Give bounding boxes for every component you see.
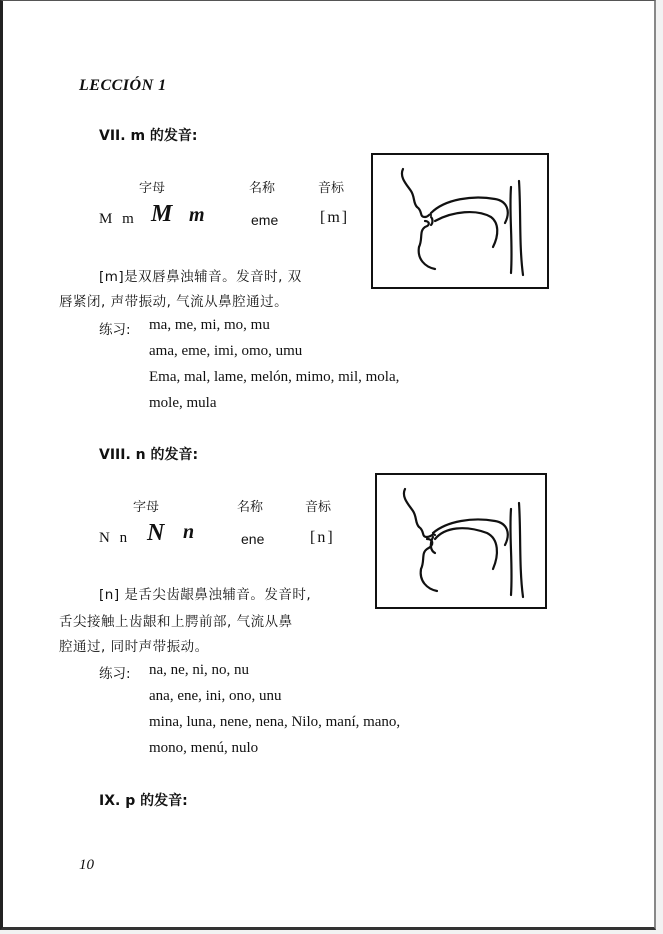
practice-n-line1: na, ne, ni, no, nu bbox=[149, 662, 249, 678]
letter-name-n: ene bbox=[241, 531, 265, 547]
col-letter-m: 字母 bbox=[139, 181, 166, 196]
practice-label-n: 练习: bbox=[99, 666, 131, 682]
letter-plain-n: N n bbox=[99, 530, 131, 546]
section-heading-n bbox=[99, 444, 198, 464]
desc-n-line2: 舌尖接触上齿龈和上腭前部, 气流从鼻 bbox=[59, 614, 293, 630]
page-number: 10 bbox=[79, 857, 94, 873]
lesson-title: LECCIÓN 1 bbox=[79, 77, 167, 94]
mouth-diagram-m bbox=[371, 153, 549, 289]
col-letter-n: 字母 bbox=[133, 500, 160, 515]
mouth-diagram-n bbox=[375, 473, 547, 609]
section-heading-p-text: IX. p 的发音: bbox=[99, 793, 188, 809]
practice-n-line2: ana, ene, ini, ono, unu bbox=[149, 688, 282, 704]
letter-script-lower-n: n bbox=[183, 521, 195, 543]
section-heading-n-text: VIII. n 的发音: bbox=[99, 447, 199, 463]
ipa-n: [n] bbox=[310, 529, 335, 546]
section-heading-p bbox=[99, 790, 188, 810]
section-heading-m-text: VII. m 的发音: bbox=[99, 128, 198, 144]
practice-m-line2: ama, eme, imi, omo, umu bbox=[149, 343, 303, 359]
letter-name-m: eme bbox=[251, 212, 279, 228]
desc-m-line1: [m]是双唇鼻浊辅音。发音时, 双 bbox=[99, 269, 302, 285]
mouth-profile-m-icon bbox=[373, 155, 547, 287]
letter-plain-m: M m bbox=[99, 211, 137, 227]
section-heading-m bbox=[99, 125, 198, 145]
desc-n-line1: [n] 是舌尖齿龈鼻浊辅音。发音时, bbox=[99, 587, 312, 603]
col-ipa-m: 音标 bbox=[318, 181, 345, 196]
practice-m-line4: mole, mula bbox=[149, 395, 217, 411]
col-name-m: 名称 bbox=[249, 181, 276, 196]
desc-n-line3: 腔通过, 同时声带振动。 bbox=[59, 639, 209, 655]
practice-label-m: 练习: bbox=[99, 322, 131, 338]
letter-script-lower-m: m bbox=[189, 204, 205, 226]
ipa-m: [m] bbox=[320, 209, 350, 226]
practice-n-line3: mina, luna, nene, nena, Nilo, maní, mano, bbox=[149, 714, 401, 730]
practice-m-line1: ma, me, mi, mo, mu bbox=[149, 317, 270, 333]
col-ipa-n: 音标 bbox=[305, 500, 332, 515]
practice-n-line4: mono, menú, nulo bbox=[149, 740, 259, 756]
practice-m-line3: Ema, mal, lame, melón, mimo, mil, mola, bbox=[149, 369, 400, 385]
desc-m-line2: 唇紧闭, 声带振动, 气流从鼻腔通过。 bbox=[59, 294, 289, 310]
mouth-profile-n-icon bbox=[377, 475, 545, 607]
letter-script-upper-n: N bbox=[147, 520, 165, 546]
col-name-n: 名称 bbox=[237, 500, 264, 515]
letter-script-upper-m: M bbox=[151, 201, 173, 227]
